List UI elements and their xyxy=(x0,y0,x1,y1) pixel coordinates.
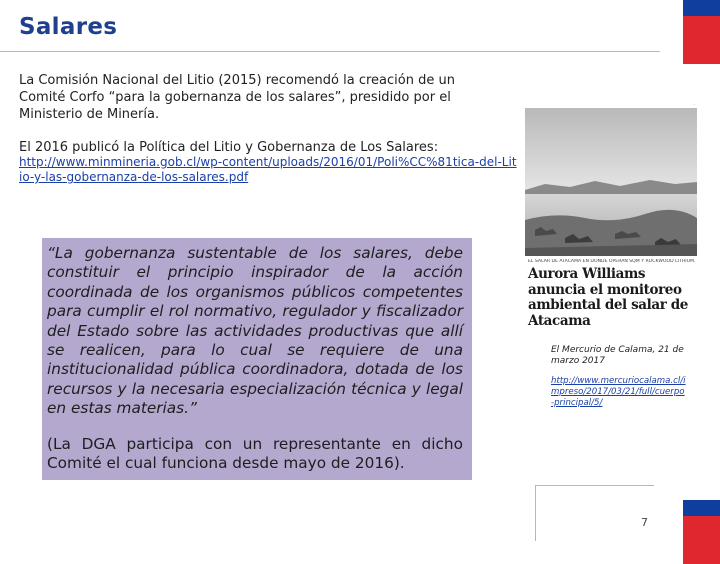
page-number: 7 xyxy=(641,516,648,529)
newspaper-clipping xyxy=(525,100,697,328)
clipping-headline: Aurora Williams anuncia el monitoreo ambiental del salar de Atacama xyxy=(528,266,688,329)
clipping-source-link[interactable]: http://www.mercuriocalama.cl/impreso/2017/03/21/full/cuerpo-principal/5/ xyxy=(551,376,686,408)
policy-paragraph: El 2016 publicó la Política del Litio y Gobernanza de Los Salares: xyxy=(19,140,439,155)
flag-blue-stripe xyxy=(683,0,720,16)
page-number-box xyxy=(535,485,654,541)
flag-bar-bottom xyxy=(683,500,720,564)
photo-caption: EL SALAR DE ATACAMA EN DONDE OPERAN SQM Y ROCKWOOD LITHIUM. xyxy=(528,259,696,264)
clipping-header-mark: · xyxy=(693,102,695,108)
page-title: Salares xyxy=(19,14,118,40)
salar-photo xyxy=(525,108,697,256)
policy-quote: “La gobernanza sustentable de los salares, debe constituir el principio inspirador de la acción coordinada de los organismos públicos competentes para cumplir el rol normativo, regulador y fiscalizador del Estado sobre las actividades productivas que allí se realicen, para lo cual se requiere de una institucionalidad pública coordinadora, dotada de los recursos y la necesaria especialización técnica y legal en estas materias.” xyxy=(47,244,463,418)
intro-paragraph: La Comisión Nacional del Litio (2015) recomendó la creación de un Comité Corfo “para la gobernanza de los salares”, presidido por el Ministerio de Minería. xyxy=(19,73,455,122)
flag-red-stripe xyxy=(683,16,720,64)
flag-red-stripe xyxy=(683,516,720,564)
title-divider xyxy=(0,51,660,52)
quote-box xyxy=(42,238,472,480)
policy-link[interactable]: http://www.minmineria.gob.cl/wp-content/uploads/2016/01/Poli%CC%81tica-del-Litio-y-las-gobernanza-de-los-salares.pdf xyxy=(19,155,517,184)
flag-bar-top xyxy=(683,0,720,64)
dga-note: (La DGA participa con un representante en dicho Comité el cual funciona desde mayo de 2016). xyxy=(47,435,463,473)
clipping-source: El Mercurio de Calama, 21 de marzo 2017 xyxy=(551,345,684,366)
flag-blue-stripe xyxy=(683,500,720,516)
